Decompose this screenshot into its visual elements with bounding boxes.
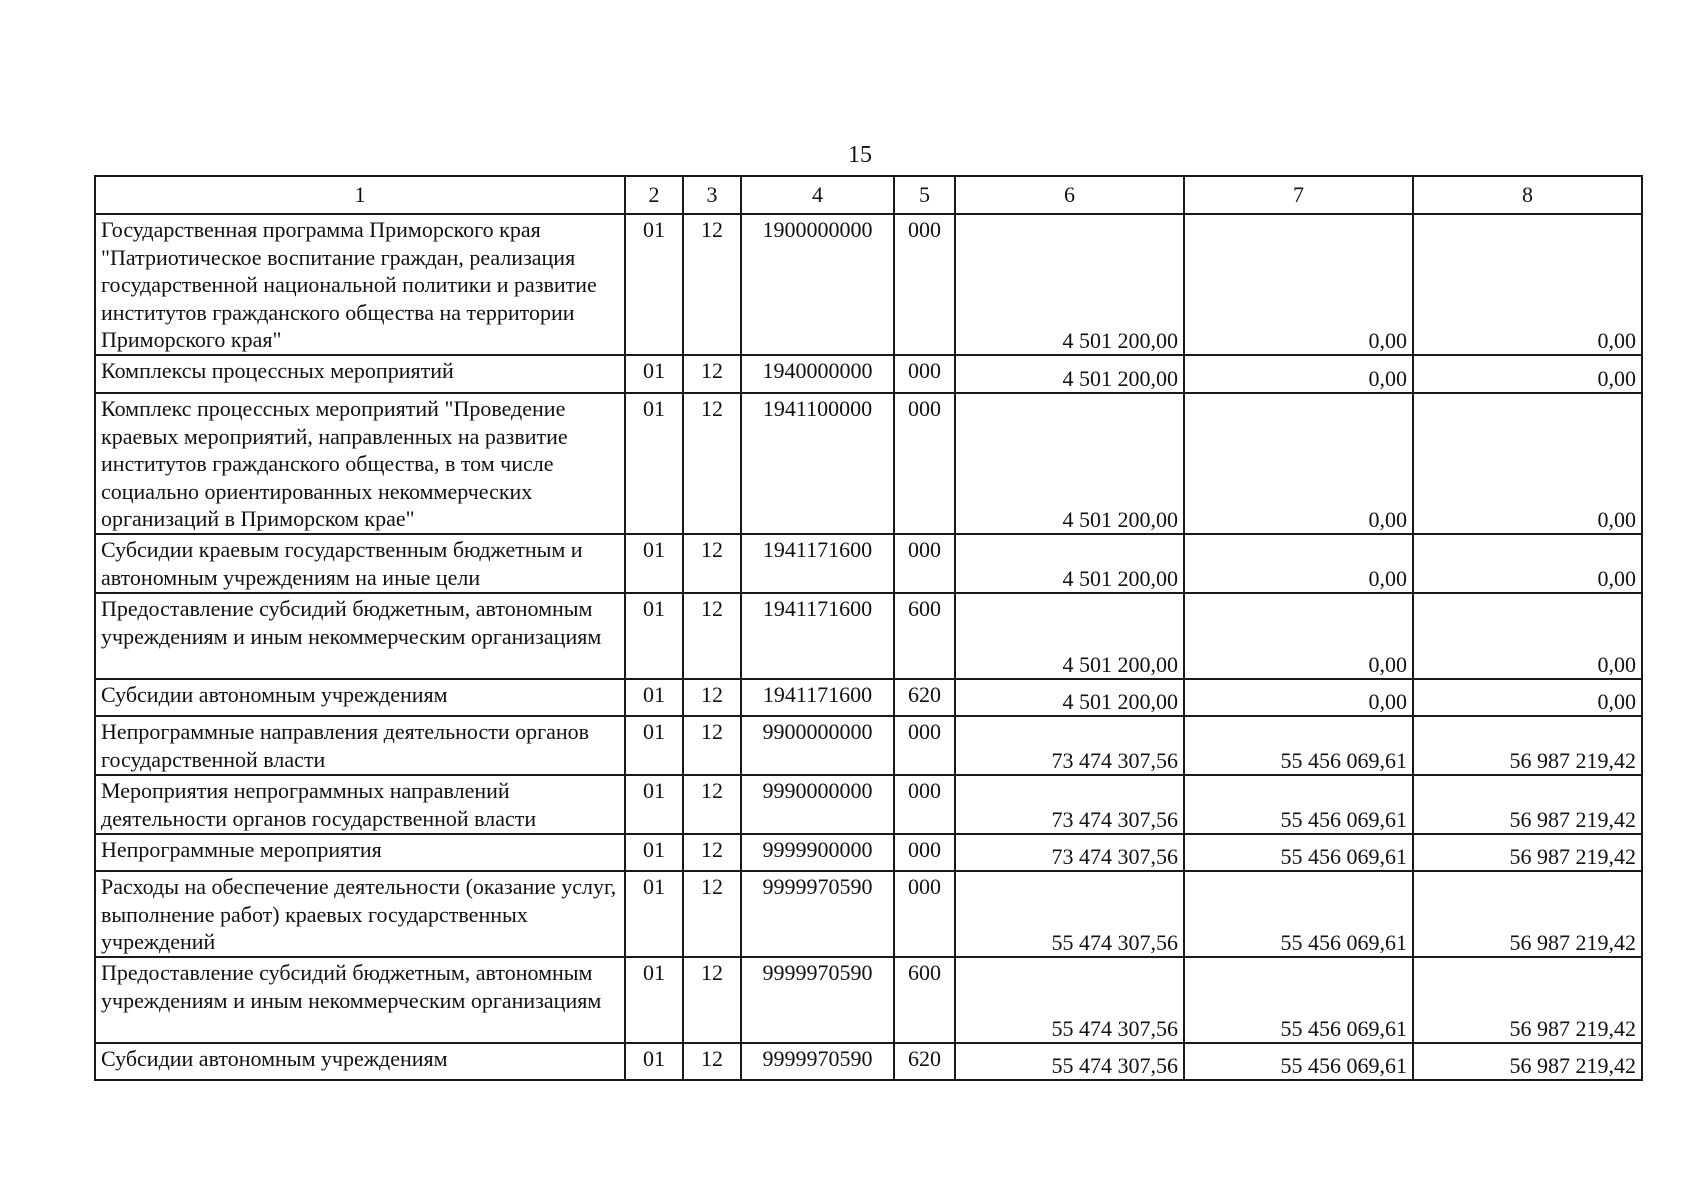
table-row [95, 716, 1642, 775]
target-article-code: 1900000000 [741, 214, 894, 355]
section-code: 01 [625, 957, 683, 1043]
row-description: Непрограммные направления деятельности органов государственной власти [95, 716, 625, 775]
target-article-code: 9999900000 [741, 834, 894, 871]
column-header: 6 [955, 176, 1184, 214]
target-article-code: 1941100000 [741, 393, 894, 534]
amount-col-6: 4 501 200,00 [955, 593, 1184, 679]
column-header: 5 [894, 176, 955, 214]
amount-col-7: 55 456 069,61 [1184, 957, 1413, 1043]
row-description: Субсидии краевым государственным бюджетным и автономным учреждениям на иные цели [95, 534, 625, 593]
amount-col-7: 55 456 069,61 [1184, 716, 1413, 775]
amount-col-8: 0,00 [1413, 355, 1642, 393]
amount-col-7: 55 456 069,61 [1184, 1043, 1413, 1080]
row-description: Субсидии автономным учреждениям [95, 1043, 625, 1080]
row-description: Субсидии автономным учреждениям [95, 679, 625, 716]
table-row [95, 393, 1642, 534]
section-code: 01 [625, 534, 683, 593]
target-article-code: 9999970590 [741, 957, 894, 1043]
subsection-code: 12 [683, 214, 741, 355]
table-row [95, 957, 1642, 1043]
expense-type-code: 000 [894, 871, 955, 957]
amount-col-6: 4 501 200,00 [955, 393, 1184, 534]
subsection-code: 12 [683, 775, 741, 834]
amount-col-7: 0,00 [1184, 593, 1413, 679]
amount-col-6: 4 501 200,00 [955, 534, 1184, 593]
column-header: 4 [741, 176, 894, 214]
table-row [95, 534, 1642, 593]
target-article-code: 1940000000 [741, 355, 894, 393]
amount-col-8: 56 987 219,42 [1413, 834, 1642, 871]
amount-col-6: 73 474 307,56 [955, 775, 1184, 834]
page-number: 15 [848, 142, 872, 168]
row-description: Непрограммные мероприятия [95, 834, 625, 871]
target-article-code: 9900000000 [741, 716, 894, 775]
amount-col-7: 0,00 [1184, 393, 1413, 534]
target-article-code: 1941171600 [741, 679, 894, 716]
amount-col-7: 0,00 [1184, 214, 1413, 355]
target-article-code: 9999970590 [741, 871, 894, 957]
amount-col-6: 4 501 200,00 [955, 355, 1184, 393]
subsection-code: 12 [683, 355, 741, 393]
expense-type-code: 000 [894, 834, 955, 871]
amount-col-8: 56 987 219,42 [1413, 716, 1642, 775]
row-description: Комплекс процессных мероприятий "Проведение краевых мероприятий, направленных на развитие институтов гражданского общества, в том числе социально ориентированных некоммерческих организаций в Приморском крае" [95, 393, 625, 534]
target-article-code: 1941171600 [741, 593, 894, 679]
subsection-code: 12 [683, 593, 741, 679]
column-header: 8 [1413, 176, 1642, 214]
amount-col-7: 0,00 [1184, 355, 1413, 393]
section-code: 01 [625, 214, 683, 355]
section-code: 01 [625, 355, 683, 393]
expense-type-code: 000 [894, 393, 955, 534]
expense-type-code: 620 [894, 679, 955, 716]
table-row [95, 355, 1642, 393]
amount-col-8: 0,00 [1413, 534, 1642, 593]
expense-type-code: 000 [894, 775, 955, 834]
table-row [95, 871, 1642, 957]
budget-table [94, 175, 1643, 1081]
column-header: 3 [683, 176, 741, 214]
amount-col-6: 73 474 307,56 [955, 716, 1184, 775]
subsection-code: 12 [683, 1043, 741, 1080]
expense-type-code: 000 [894, 214, 955, 355]
section-code: 01 [625, 716, 683, 775]
target-article-code: 9999970590 [741, 1043, 894, 1080]
table-row [95, 834, 1642, 871]
subsection-code: 12 [683, 716, 741, 775]
header-row [95, 176, 1642, 214]
table-row [95, 593, 1642, 679]
amount-col-8: 0,00 [1413, 214, 1642, 355]
expense-type-code: 000 [894, 355, 955, 393]
subsection-code: 12 [683, 834, 741, 871]
row-description: Мероприятия непрограммных направлений деятельности органов государственной власти [95, 775, 625, 834]
section-code: 01 [625, 593, 683, 679]
target-article-code: 9990000000 [741, 775, 894, 834]
subsection-code: 12 [683, 534, 741, 593]
amount-col-7: 55 456 069,61 [1184, 871, 1413, 957]
table-row [95, 214, 1642, 355]
subsection-code: 12 [683, 871, 741, 957]
subsection-code: 12 [683, 957, 741, 1043]
table-row [95, 1043, 1642, 1080]
amount-col-6: 4 501 200,00 [955, 679, 1184, 716]
amount-col-8: 56 987 219,42 [1413, 775, 1642, 834]
section-code: 01 [625, 871, 683, 957]
row-description: Комплексы процессных мероприятий [95, 355, 625, 393]
amount-col-7: 55 456 069,61 [1184, 834, 1413, 871]
amount-col-6: 55 474 307,56 [955, 871, 1184, 957]
amount-col-7: 0,00 [1184, 679, 1413, 716]
amount-col-8: 56 987 219,42 [1413, 957, 1642, 1043]
row-description: Предоставление субсидий бюджетным, автономным учреждениям и иным некоммерческим организациям [95, 593, 625, 679]
amount-col-7: 0,00 [1184, 534, 1413, 593]
amount-col-8: 0,00 [1413, 679, 1642, 716]
section-code: 01 [625, 679, 683, 716]
amount-col-6: 55 474 307,56 [955, 1043, 1184, 1080]
section-code: 01 [625, 775, 683, 834]
row-description: Предоставление субсидий бюджетным, автономным учреждениям и иным некоммерческим организациям [95, 957, 625, 1043]
amount-col-8: 0,00 [1413, 593, 1642, 679]
section-code: 01 [625, 1043, 683, 1080]
amount-col-8: 56 987 219,42 [1413, 1043, 1642, 1080]
section-code: 01 [625, 834, 683, 871]
expense-type-code: 600 [894, 957, 955, 1043]
table-row [95, 775, 1642, 834]
subsection-code: 12 [683, 393, 741, 534]
row-description: Государственная программа Приморского края "Патриотическое воспитание граждан, реализация государственной национальной политики и развитие институтов гражданского общества на территории Приморского края" [95, 214, 625, 355]
amount-col-8: 0,00 [1413, 393, 1642, 534]
table-row [95, 679, 1642, 716]
expense-type-code: 620 [894, 1043, 955, 1080]
amount-col-8: 56 987 219,42 [1413, 871, 1642, 957]
amount-col-6: 4 501 200,00 [955, 214, 1184, 355]
expense-type-code: 600 [894, 593, 955, 679]
column-header: 7 [1184, 176, 1413, 214]
column-header: 2 [625, 176, 683, 214]
expense-type-code: 000 [894, 534, 955, 593]
target-article-code: 1941171600 [741, 534, 894, 593]
column-header: 1 [95, 176, 625, 214]
amount-col-7: 55 456 069,61 [1184, 775, 1413, 834]
section-code: 01 [625, 393, 683, 534]
expense-type-code: 000 [894, 716, 955, 775]
row-description: Расходы на обеспечение деятельности (оказание услуг, выполнение работ) краевых государственных учреждений [95, 871, 625, 957]
subsection-code: 12 [683, 679, 741, 716]
amount-col-6: 73 474 307,56 [955, 834, 1184, 871]
amount-col-6: 55 474 307,56 [955, 957, 1184, 1043]
